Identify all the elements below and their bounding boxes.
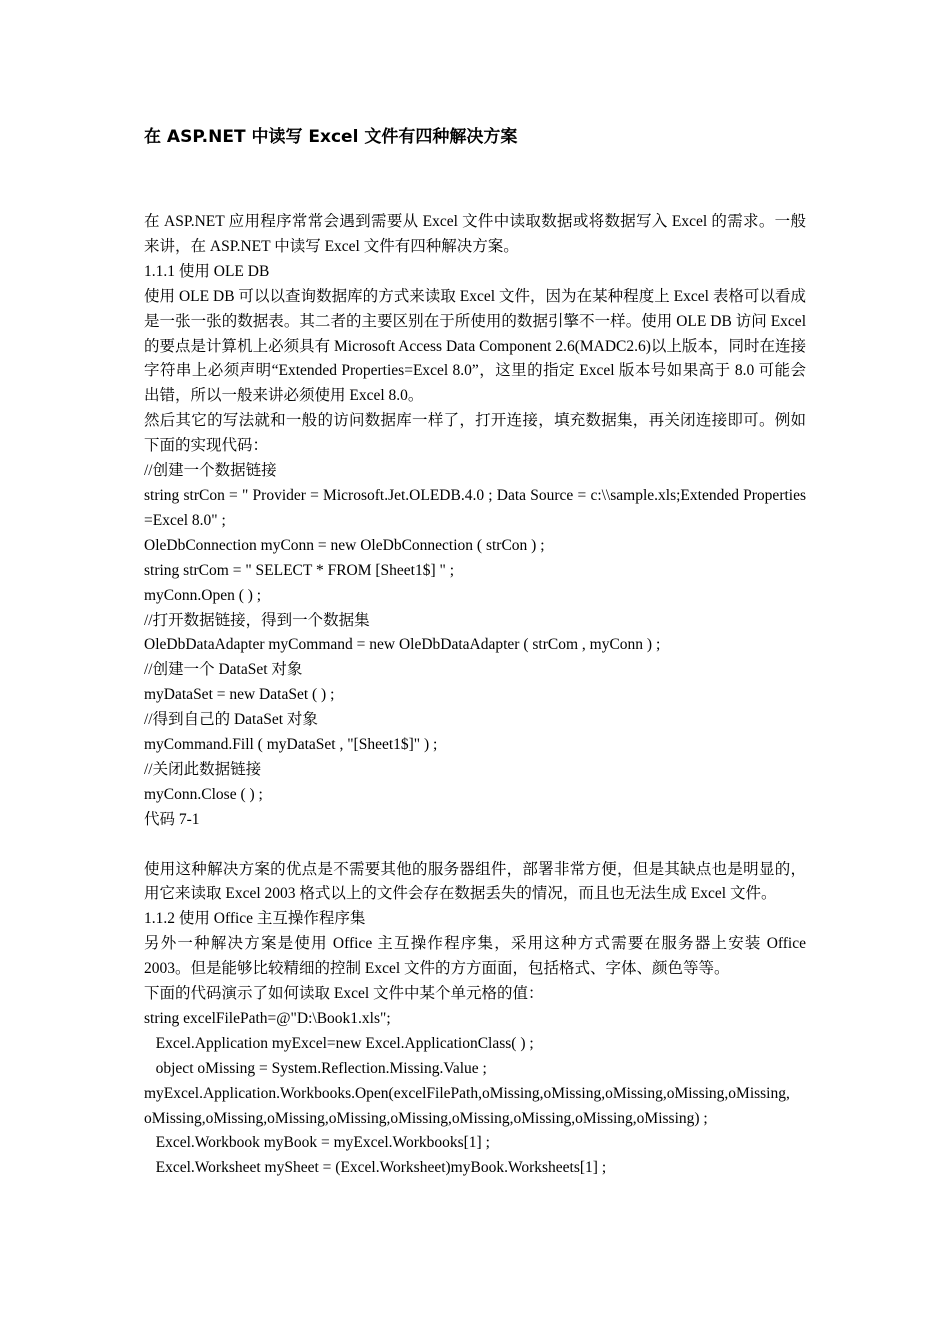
- code-line: OleDbConnection myConn = new OleDbConnection ( strCon ) ;: [144, 536, 545, 554]
- code-line: oMissing,oMissing,oMissing,oMissing,oMissing,oMissing,oMissing,oMissing,oMissing) ;: [144, 1109, 708, 1127]
- code-line: //创建一个数据链接: [144, 462, 277, 480]
- code-line: //创建一个 DataSet 对象: [144, 661, 303, 679]
- section-heading-1-1-2: 1.1.2 使用 Office 主互操作程序集: [144, 910, 366, 928]
- section-1-paragraph-1: 使用 OLE DB 可以以查询数据库的方式来读取 Excel 文件，因为在某种程度上 Excel 表格可以看成是一张一张的数据表。其二者的主要区别在于所使用的数据引擎不一样。使用 OLE DB 访问 Excel 的要点是计算机上必须具有 Microsoft Access Data Component 2.6(MADC2.6)以上版本，同时在连接字符串上必须声明“Extended Properties=Excel 8.0”，这里的指定 Excel 版本号如果高于 8.0 可能会出错，所以一般来讲必须使用 Excel 8.0。: [144, 287, 806, 405]
- blank-line: [144, 833, 806, 858]
- code-line: Excel.Workbook myBook = myExcel.Workbooks[1] ;: [144, 1134, 490, 1152]
- section-1-paragraph-3: 使用这种解决方案的优点是不需要其他的服务器组件，部署非常方便，但是其缺点也是明显的，用它来读取 Excel 2003 格式以上的文件会存在数据丢失的情况，而且也无法生成 Excel 文件。: [144, 860, 806, 903]
- section-heading-1-1-1: 1.1.1 使用 OLE DB: [144, 262, 270, 280]
- code-line: myDataSet = new DataSet ( ) ;: [144, 686, 335, 704]
- code-block-1: [144, 459, 806, 833]
- code-line: myExcel.Application.Workbooks.Open(excelFilePath,oMissing,oMissing,oMissing,oMissing,oMissing,: [144, 1084, 790, 1102]
- code-caption: 代码 7-1: [144, 810, 200, 828]
- code-line: myConn.Open ( ) ;: [144, 586, 262, 604]
- code-line: //得到自己的 DataSet 对象: [144, 711, 318, 729]
- code-line: //打开数据链接，得到一个数据集: [144, 611, 370, 629]
- code-line: OleDbDataAdapter myCommand = new OleDbDataAdapter ( strCom , myConn ) ;: [144, 636, 661, 654]
- section-1-paragraph-2: 然后其它的写法就和一般的访问数据库一样了，打开连接，填充数据集，再关闭连接即可。例如下面的实现代码：: [144, 412, 806, 455]
- code-block-2: [144, 1007, 806, 1181]
- code-line: Excel.Worksheet mySheet = (Excel.Worksheet)myBook.Worksheets[1] ;: [144, 1159, 607, 1177]
- section-2-paragraph-1: 另外一种解决方案是使用 Office 主互操作程序集，采用这种方式需要在服务器上安装 Office 2003。但是能够比较精细的控制 Excel 文件的方方面面，包括格式、字体、颜色等等。: [144, 935, 806, 978]
- code-line: string excelFilePath=@"D:\Book1.xls";: [144, 1009, 391, 1027]
- code-line: myCommand.Fill ( myDataSet , "[Sheet1$]" ) ;: [144, 736, 438, 754]
- intro-paragraph: 在 ASP.NET 应用程序常常会遇到需要从 Excel 文件中读取数据或将数据写入 Excel 的需求。一般来讲，在 ASP.NET 中读写 Excel 文件有四种解决方案。: [144, 213, 806, 255]
- code-line: myConn.Close ( ) ;: [144, 785, 263, 803]
- code-line: //关闭此数据链接: [144, 760, 262, 778]
- code-line: string strCom = " SELECT * FROM [Sheet1$] " ;: [144, 561, 455, 579]
- code-line: Excel.Application myExcel=new Excel.ApplicationClass( ) ;: [144, 1034, 534, 1052]
- page-title: 在 ASP.NET 中读写 Excel 文件有四种解决方案: [144, 127, 518, 147]
- document-body: [144, 124, 806, 1181]
- section-2-paragraph-2: 下面的代码演示了如何读取 Excel 文件中某个单元格的值：: [144, 985, 544, 1003]
- code-line: string strCon = " Provider = Microsoft.Jet.OLEDB.4.0 ; Data Source = c:\\sample.xls;Extended Properties=Excel 8.0" ;: [144, 486, 806, 529]
- code-line: object oMissing = System.Reflection.Missing.Value ;: [144, 1059, 487, 1077]
